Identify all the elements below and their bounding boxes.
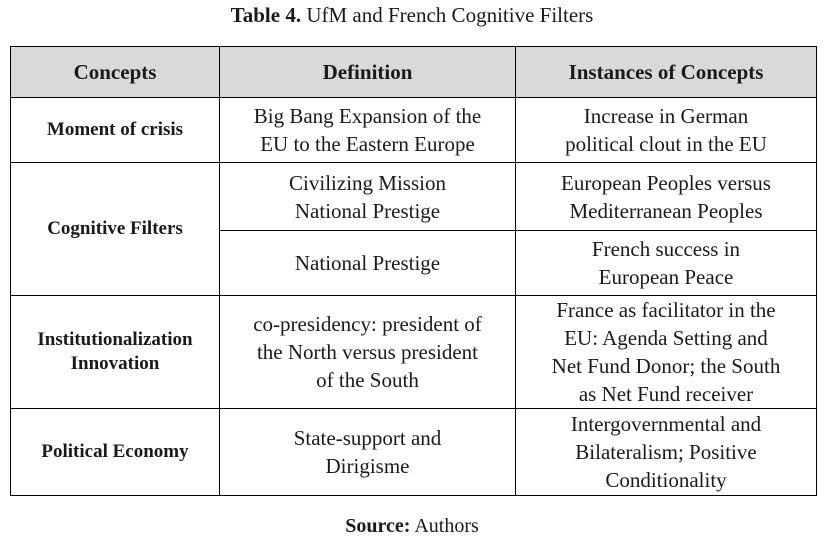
concept-line: Institutionalization (37, 329, 193, 350)
definition-line: Dirigisme (325, 454, 410, 478)
instance-line: as Net Fund receiver (578, 382, 754, 406)
definition-line: Civilizing Mission (289, 170, 446, 195)
table-source (0, 515, 824, 537)
header-row (11, 47, 817, 98)
instance-cell (516, 98, 817, 163)
definition-cell (220, 98, 516, 163)
caption-label: Table 4. (230, 3, 302, 27)
definition-cell (220, 296, 516, 409)
instance-line: Net Fund Donor; the South (551, 354, 781, 378)
header-definition: Definition (220, 47, 516, 98)
concept-cell: Political Economy (11, 409, 220, 496)
instance-line: Conditionality (605, 468, 727, 492)
instance-line: Intergovernmental and (570, 412, 762, 436)
definition-line: National Prestige (294, 198, 441, 223)
instance-line: Mediterranean Peoples (569, 198, 763, 223)
definition-line: Big Bang Expansion of the (253, 104, 482, 128)
instance-line: EU: Agenda Setting and (564, 326, 768, 350)
caption-text: UfM and French Cognitive Filters (306, 3, 594, 27)
table-row (11, 409, 817, 496)
source-text: Authors (414, 515, 479, 537)
instance-line: French success in (591, 237, 741, 261)
definition-cell (220, 409, 516, 496)
instance-cell (516, 163, 817, 231)
instance-line: European Peoples versus (561, 170, 771, 195)
definition-cell (220, 163, 516, 231)
definition-line: the North versus president (256, 340, 479, 364)
source-label: Source: (345, 515, 411, 537)
instance-cell (516, 231, 817, 296)
definition-line: co-presidency: president of (253, 312, 482, 336)
definition-line: State-support and (293, 426, 442, 450)
table-row (11, 98, 817, 163)
definition-cell (220, 231, 516, 296)
instance-line: France as facilitator in the (556, 298, 776, 322)
instance-line: European Peace (598, 265, 734, 289)
concept-cell (11, 296, 220, 409)
instance-line: political clout in the EU (565, 132, 767, 156)
concept-cell: Moment of crisis (11, 98, 220, 163)
definition-line: of the South (316, 368, 419, 392)
instance-cell (516, 296, 817, 409)
definition-line: National Prestige (294, 251, 441, 275)
header-concepts: Concepts (11, 47, 220, 98)
table-caption (0, 4, 824, 26)
instance-line: Increase in German (583, 104, 749, 128)
definition-line: EU to the Eastern Europe (260, 132, 475, 156)
concept-cell: Cognitive Filters (11, 163, 220, 296)
concepts-table (10, 46, 817, 496)
concept-line: Innovation (70, 353, 160, 374)
table-row (11, 296, 817, 409)
instance-line: Bilateralism; Positive (575, 440, 757, 464)
header-instances: Instances of Concepts (516, 47, 817, 98)
instance-cell (516, 409, 817, 496)
table-row (11, 163, 817, 231)
